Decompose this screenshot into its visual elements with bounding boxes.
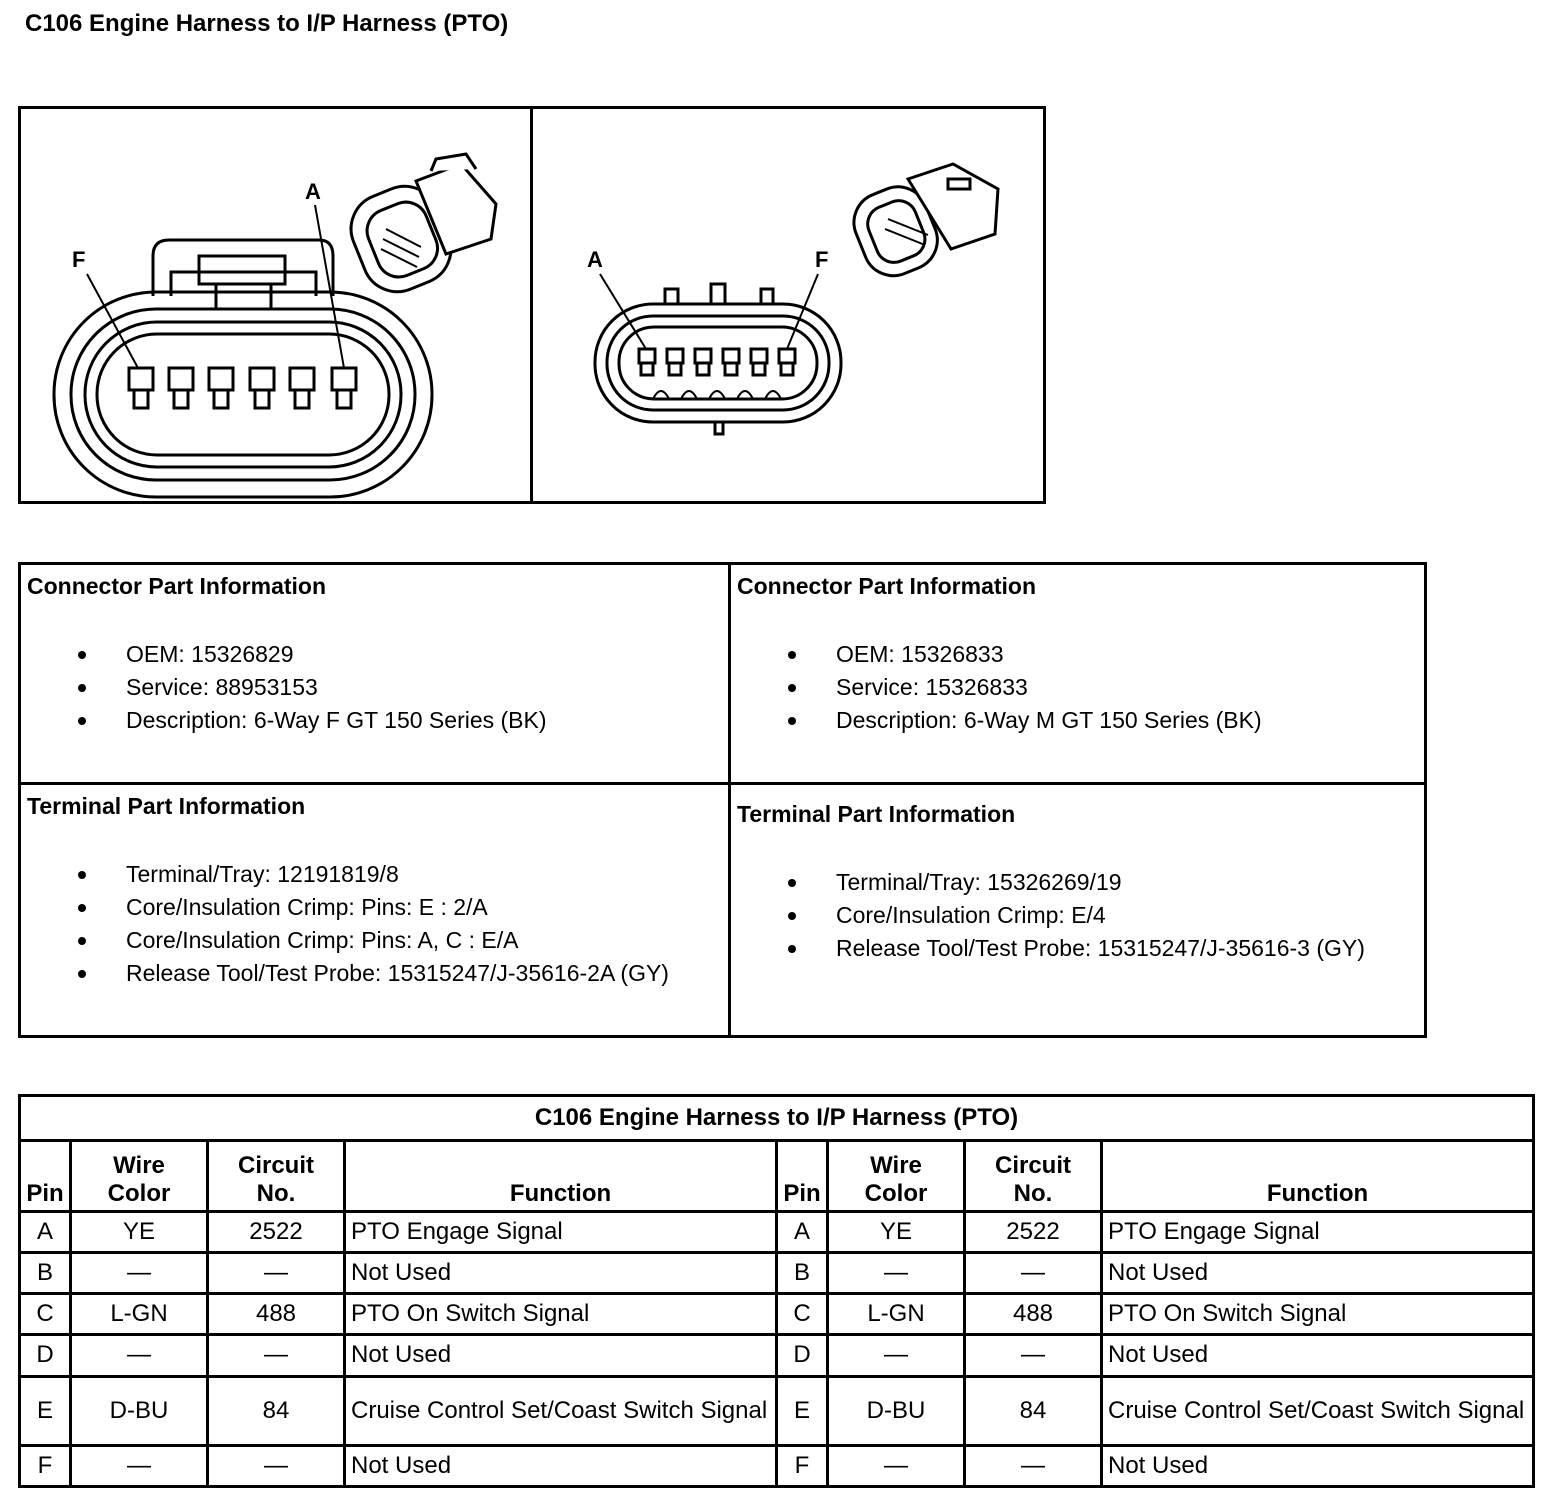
wire-color-cell: D-BU bbox=[828, 1376, 965, 1445]
male-pin-label-f: F bbox=[815, 247, 829, 272]
female-connector-view bbox=[21, 109, 533, 501]
male-terminal-info-cell bbox=[730, 784, 1426, 1037]
pin-cell: E bbox=[20, 1376, 71, 1445]
circuit-cell: — bbox=[965, 1335, 1102, 1376]
list-item: Service: 88953153 bbox=[27, 671, 722, 704]
function-cell: PTO On Switch Signal bbox=[1102, 1294, 1534, 1335]
wire-color-cell: — bbox=[828, 1335, 965, 1376]
female-connector-info-cell bbox=[20, 564, 730, 784]
wire-color-cell: YE bbox=[71, 1212, 208, 1253]
function-cell: Cruise Control Set/Coast Switch Signal bbox=[345, 1376, 777, 1445]
pin-cell: B bbox=[20, 1253, 71, 1294]
circuit-cell: 2522 bbox=[208, 1212, 345, 1253]
list-item: Core/Insulation Crimp: E/4 bbox=[737, 899, 1418, 932]
function-cell: PTO Engage Signal bbox=[345, 1212, 777, 1253]
column-header-function: Function bbox=[345, 1141, 777, 1212]
wire-color-cell: — bbox=[71, 1253, 208, 1294]
pin-cell: C bbox=[20, 1294, 71, 1335]
pin-cell: A bbox=[20, 1212, 71, 1253]
male-connector-info-list bbox=[737, 638, 1418, 737]
table-row bbox=[20, 1376, 1534, 1445]
table-row bbox=[20, 1445, 1534, 1486]
circuit-cell: 488 bbox=[965, 1294, 1102, 1335]
circuit-cell: — bbox=[208, 1335, 345, 1376]
table-row bbox=[20, 1212, 1534, 1253]
circuit-cell: 84 bbox=[965, 1376, 1102, 1445]
list-item: Terminal/Tray: 15326269/19 bbox=[737, 866, 1418, 899]
function-cell: Not Used bbox=[1102, 1335, 1534, 1376]
function-cell: Not Used bbox=[345, 1335, 777, 1376]
pinout-table bbox=[18, 1094, 1535, 1488]
table-row bbox=[20, 1294, 1534, 1335]
pinout-header-row bbox=[20, 1141, 1534, 1212]
column-header-circuit-no: Circuit No. bbox=[965, 1141, 1102, 1212]
female-terminal-info-list bbox=[27, 858, 722, 990]
list-item: Core/Insulation Crimp: Pins: E : 2/A bbox=[27, 891, 722, 924]
table-row bbox=[20, 1335, 1534, 1376]
male-pin-label-a: A bbox=[587, 247, 603, 272]
circuit-cell: — bbox=[208, 1445, 345, 1486]
male-terminal-info-list bbox=[737, 866, 1418, 965]
female-terminal-info-cell bbox=[20, 784, 730, 1037]
circuit-cell: 84 bbox=[208, 1376, 345, 1445]
wire-color-cell: L-GN bbox=[828, 1294, 965, 1335]
pinout-table-caption: C106 Engine Harness to I/P Harness (PTO) bbox=[20, 1096, 1534, 1141]
circuit-cell: 2522 bbox=[965, 1212, 1102, 1253]
pin-cell: F bbox=[20, 1445, 71, 1486]
wire-color-cell: D-BU bbox=[71, 1376, 208, 1445]
pin-cell: E bbox=[777, 1376, 828, 1445]
column-header-wire-color: Wire Color bbox=[828, 1141, 965, 1212]
list-item: Core/Insulation Crimp: Pins: A, C : E/A bbox=[27, 924, 722, 957]
female-pin-label-f: F bbox=[72, 247, 86, 272]
column-header-pin: Pin bbox=[20, 1141, 71, 1212]
pin-cell: D bbox=[20, 1335, 71, 1376]
pin-cell: F bbox=[777, 1445, 828, 1486]
pin-cell: C bbox=[777, 1294, 828, 1335]
male-connector-view bbox=[533, 109, 1043, 501]
column-header-wire-color: Wire Color bbox=[71, 1141, 208, 1212]
pin-cell: A bbox=[777, 1212, 828, 1253]
function-cell: Not Used bbox=[1102, 1445, 1534, 1486]
list-item: Release Tool/Test Probe: 15315247/J-35616-3 (GY) bbox=[737, 932, 1418, 965]
male-connector-drawing bbox=[533, 109, 1043, 501]
column-header-function: Function bbox=[1102, 1141, 1534, 1212]
female-pin-label-a: A bbox=[305, 179, 321, 204]
column-header-circuit-no: Circuit No. bbox=[208, 1141, 345, 1212]
pin-cell: B bbox=[777, 1253, 828, 1294]
function-cell: Not Used bbox=[1102, 1253, 1534, 1294]
female-connector-drawing bbox=[21, 109, 530, 501]
female-terminal-info-title: Terminal Part Information bbox=[27, 793, 306, 819]
connector-illustration-panel bbox=[18, 106, 1046, 504]
table-row bbox=[20, 1253, 1534, 1294]
function-cell: PTO On Switch Signal bbox=[345, 1294, 777, 1335]
pin-cell: D bbox=[777, 1335, 828, 1376]
list-item: Description: 6-Way M GT 150 Series (BK) bbox=[737, 704, 1418, 737]
wire-color-cell: — bbox=[71, 1445, 208, 1486]
list-item: Terminal/Tray: 12191819/8 bbox=[27, 858, 722, 891]
circuit-cell: — bbox=[208, 1253, 345, 1294]
function-cell: Not Used bbox=[345, 1253, 777, 1294]
female-connector-info-list bbox=[27, 638, 722, 737]
list-item: Release Tool/Test Probe: 15315247/J-35616-2A (GY) bbox=[27, 957, 722, 990]
function-cell: Cruise Control Set/Coast Switch Signal bbox=[1102, 1376, 1534, 1445]
male-connector-info-title: Connector Part Information bbox=[737, 573, 1037, 599]
wire-color-cell: — bbox=[828, 1253, 965, 1294]
function-cell: PTO Engage Signal bbox=[1102, 1212, 1534, 1253]
circuit-cell: 488 bbox=[208, 1294, 345, 1335]
circuit-cell: — bbox=[965, 1253, 1102, 1294]
circuit-cell: — bbox=[965, 1445, 1102, 1486]
function-cell: Not Used bbox=[345, 1445, 777, 1486]
male-connector-info-cell bbox=[730, 564, 1426, 784]
list-item: OEM: 15326833 bbox=[737, 638, 1418, 671]
wire-color-cell: YE bbox=[828, 1212, 965, 1253]
female-connector-info-title: Connector Part Information bbox=[27, 573, 327, 599]
list-item: OEM: 15326829 bbox=[27, 638, 722, 671]
wire-color-cell: — bbox=[71, 1335, 208, 1376]
part-information-table bbox=[18, 562, 1427, 1038]
column-header-pin: Pin bbox=[777, 1141, 828, 1212]
wire-color-cell: L-GN bbox=[71, 1294, 208, 1335]
page-title: C106 Engine Harness to I/P Harness (PTO) bbox=[25, 10, 509, 37]
list-item: Description: 6-Way F GT 150 Series (BK) bbox=[27, 704, 722, 737]
wire-color-cell: — bbox=[828, 1445, 965, 1486]
list-item: Service: 15326833 bbox=[737, 671, 1418, 704]
male-terminal-info-title: Terminal Part Information bbox=[737, 801, 1016, 827]
